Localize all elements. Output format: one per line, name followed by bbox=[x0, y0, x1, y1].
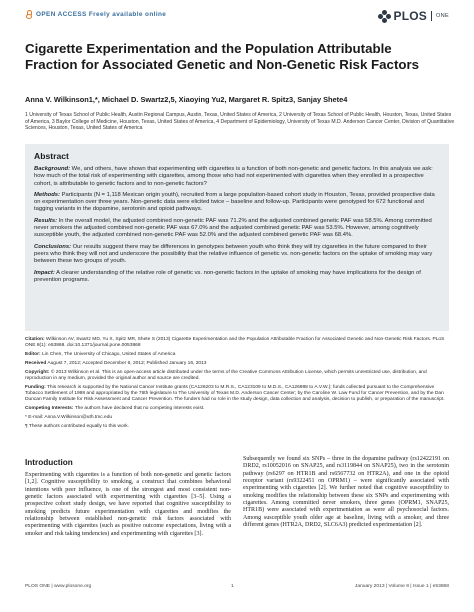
abstract-heading: Abstract bbox=[34, 151, 69, 161]
body-paragraph: Subsequently we found six SNPs – three in the dopamine pathway (rs12422191 on DRD2, rs10052016 on SNAP25, and rs3119844 on SNAP25), two in the serotonin pathway (rs6297 on HTR1B and rs6567732 on HTR2A), and one in the opioid receptor variant (rs9322451 on OPRM1) – were significantly associated with experimenting with cigarettes [2]. We further noted that cognitive susceptibility to smoking modifies the relationship between these six SNPs and experimenting with cigarettes. Among committed never smokers, three genes (OPRM1, SNAP25, HTR1B) were associated with experimentation as were all psychosocial factors. Among susceptible youth older age at baseline, living with a smoker, and three different genes (HTR2A, DRD2, SLC6A3) predicted experimentation [2]. bbox=[243, 456, 449, 529]
competing-interests: Competing Interests: The authors have declared that no competing interests exist. bbox=[25, 405, 205, 411]
right-column bbox=[243, 456, 449, 529]
abstract-results: Results: In the overall model, the adjusted combined non-genetic PAF was 71.2% and the adjusted combined genetic PAF was 58.5%. Among committed never smokers the adjusted combined non-genetic PAF was 67.0% and the adjusted combined genetic PAF was 53.5%. However, among cognitively susceptible youth, the adjusted combined non-genetic PAF was 52.0% and the adjusted combined genetic PAF was 68.4%. bbox=[34, 217, 432, 239]
copyright: Copyright: © 2013 Wilkinson et al. This is an open-access article distributed under the terms of the Creative Commons Attribution License, which permits unrestricted use, distribution, and reproduction in any medium, provided the original author and source are credited. bbox=[25, 369, 427, 381]
plos-one-logo bbox=[378, 9, 449, 23]
footer-issue-info: January 2013 | Volume 8 | Issue 1 | e53868 bbox=[354, 584, 449, 589]
abstract-impact: Impact: A clearer understanding of the relative role of genetic vs. non-genetic factors in the uptake of smoking may have implications for the design of prevention programs. bbox=[34, 269, 421, 283]
abstract-methods: Methods: Participants (N = 1,118 Mexican origin youth), recruited from a large population-based cohort study in Houston, Texas, provided prospective data on experimentation over three years. Non-genetic data were elicited twice – baseline and follow-up. Participants were genotyped for 672 functional and tagging variants in the dopamine, serotonin and opioid pathways. bbox=[34, 191, 435, 213]
plos-brand: PLOS bbox=[393, 9, 427, 23]
corresponding-email[interactable]: * E-mail: Anna.V.Wilkinson@uth.tmc.edu bbox=[25, 414, 113, 420]
equal-contribution-note: ¶ These authors contributed equally to this work. bbox=[25, 423, 130, 429]
open-access-badge bbox=[25, 10, 166, 19]
affiliations: 1 University of Texas School of Public Health, Austin Regional Campus, Austin, Texas, United States of America, 2 University of Texas School of Public Health, Houston, Texas, United States of America, 3 Baylor College of Medicine, Houston, Texas, United States of America, 4 Department of Epidemiology, University of Texas M.D. Anderson Cancer Center, Division of Quantitative Sciences, Houston, Texas, United States of America bbox=[25, 112, 455, 132]
article-title: Cigarette Experimentation and the Population Attributable Fraction for Associated Genetic and Non-Genetic Risk Factors bbox=[25, 41, 420, 72]
logo-divider bbox=[431, 11, 432, 21]
citation: Citation: Wilkinson AV, Swartz MD, Yu X, Spitz MR, Shete S (2013) Cigarette Experimentation and the Population Attributable Fraction for Associated Genetic and Non-Genetic Risk Factors. PLoS ONE 8(1): e53868. doi:10.1371/journal.pone.0053868 bbox=[25, 337, 445, 349]
open-access-label: OPEN ACCESS Freely available online bbox=[36, 11, 167, 18]
abstract-box bbox=[25, 144, 449, 331]
author-list: Anna V. Wilkinson1,*, Michael D. Swartz2,5, Xiaoying Yu2, Margaret R. Spitz3, Sanjay Shete4 bbox=[25, 95, 348, 104]
journal-name: ONE bbox=[435, 13, 449, 19]
abstract-conclusions: Conclusions: Our results suggest there may be differences in genotypes between youth who think they will try cigarettes in the future compared to their peers who think they will not and underscore the possibility that the relative influence of genetic vs. non-genetic factors on the uptake of smoking may vary between these two groups of youth. bbox=[34, 243, 433, 265]
abstract-background: Background: We, and others, have shown that experimenting with cigarettes is a function of both non-genetic and genetic factors. In this analysis we ask: how much of the total risk of experimenting with cigarettes, among those who had not experimented with cigarettes when they enrolled in a prospective cohort, is attributable to genetic factors and to non-genetic factors? bbox=[34, 166, 433, 187]
open-access-lock-icon bbox=[25, 10, 33, 19]
introduction-paragraph: Experimenting with cigarettes is a function of both non-genetic and genetic factors [1,2]. Cognitive susceptibility to smoking, a construct that combines behavioral intentions with peer influence, is one of the strongest and most consistent non-genetic factors associated with experimenting with cigarettes [3–5]. Using a prospective cohort study design, we have reported that cognitive susceptibility to smoking predicts future experimentation with cigarettes and modifies the relationship between established non-genetic risk factors associated with experimenting with cigarettes (such as positive outcome expectations, living with a smoker and risk taking tendencies) and experimenting with cigarettes [3]. bbox=[25, 472, 231, 537]
left-column bbox=[25, 458, 231, 538]
plos-logo-icon bbox=[378, 10, 391, 23]
footer-journal-url: PLOS ONE | www.plosone.org bbox=[25, 584, 92, 589]
page-header bbox=[25, 10, 449, 26]
page-number: 1 bbox=[231, 584, 234, 589]
editor: Editor: Lin Chen, The University of Chicago, United States of America bbox=[25, 351, 176, 357]
dates: Received August 7, 2012; Accepted December 6, 2012; Published January 16, 2013 bbox=[25, 360, 207, 366]
article-metadata bbox=[25, 337, 449, 433]
funding: Funding: This research is supported by the National Cancer Institute grants (CA126203 to M.R.S., CA123109 to M.D.S., CA126988 to A.V.W.); funds collected pursuant to the Comprehensive Tobacco Settlement of 1998 and appropriated by the 76th legislature to The University of Texas M.D. Anderson Cancer Center; by the Caroline W. Law Fund for Cancer Prevention, and by the Dan Duncan Family Institute for Risk Assessment and Cancer Prevention. The funders had no role in the study design, data collection and analysis, decision to publish, or preparation of the manuscript. bbox=[25, 384, 445, 402]
introduction-heading: Introduction bbox=[25, 458, 73, 467]
